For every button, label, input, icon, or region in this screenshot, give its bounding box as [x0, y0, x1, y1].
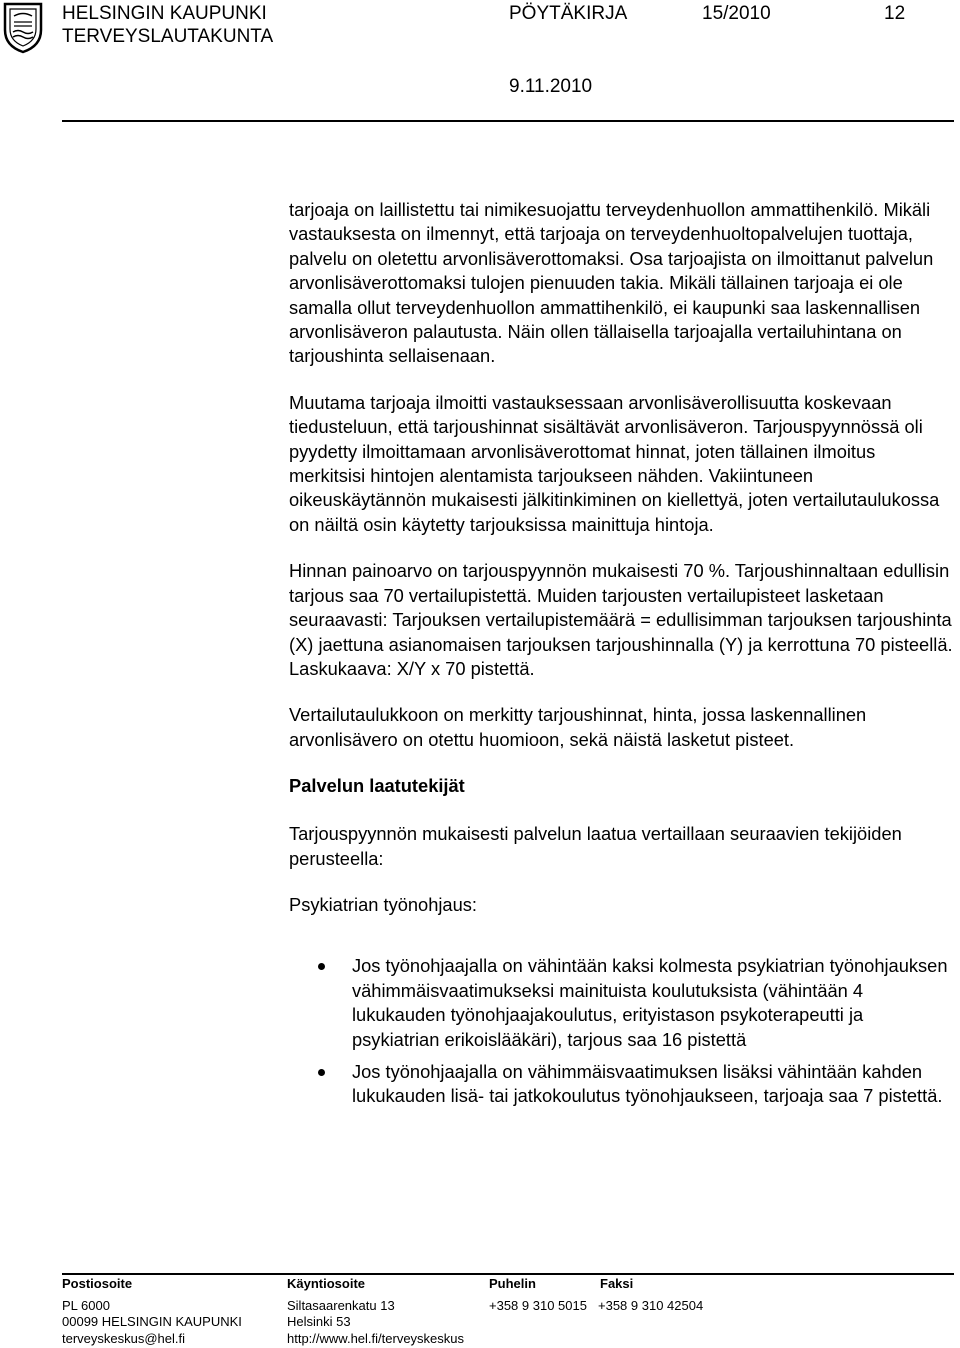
postal-heading: Postiosoite	[62, 1276, 133, 1291]
paragraph-quality-factors: Tarjouspyynnön mukaisesti palvelun laatua vertaillaan seuraavien tekijöiden perusteella:	[289, 823, 902, 869]
document-body	[289, 198, 955, 1117]
fax-number: +358 9 310 42504	[598, 1298, 704, 1313]
document-type: PÖYTÄKIRJA	[509, 3, 628, 24]
postal-line-1: PL 6000	[62, 1298, 110, 1313]
list-item-text: Jos työnohjaajalla on vähintään kaksi kolmesta psykiatrian työnohjauksen vähimmäisvaatimukseksi mainituista koulutuksista (vähintään 4 lukukauden työnohjaajakoulutus, erityistason psykoterapeutti ja psykiatrian erikoislääkäri), tarjous saa 16 pistettä	[352, 955, 948, 1050]
email-link[interactable]: terveyskeskus@hel.fi	[62, 1331, 186, 1346]
paragraph-price-weight: Hinnan painoarvo on tarjouspyynnön mukaisesti 70 %. Tarjoushinnaltaan edullisin tarjous saa 70 vertailupistettä. Muiden tarjousten vertailupisteet lasketaan seuraavasti: Tarjouksen vertailupistemäärä = edullisimman tarjouksen tarjoushinta (X) jaettuna asianomaisen tarjouksen tarjoushinnalla (Y) ja kerrottuna 70 pisteellä. Laskukaava: X/Y x 70 pistettä.	[289, 560, 953, 679]
header-rule	[62, 120, 954, 122]
postal-line-2: 00099 HELSINGIN KAUPUNKI	[62, 1314, 242, 1329]
fax-heading: Faksi	[600, 1276, 634, 1291]
meeting-date: 9.11.2010	[509, 76, 593, 97]
visit-heading: Käyntiosoite	[287, 1276, 366, 1291]
phone-number: +358 9 310 5015	[489, 1298, 587, 1313]
list-item	[289, 954, 955, 1052]
visit-line-1: Siltasaarenkatu 13	[287, 1298, 395, 1313]
website-link[interactable]: http://www.hel.fi/terveyskeskus	[287, 1331, 465, 1346]
subheading-supervision: Psykiatrian työnohjaus:	[289, 893, 477, 915]
list-item-text: Jos työnohjaajalla on vähimmäisvaatimuksen lisäksi vähintään kahden lukukauden lisä- tai jatkokoulutus työnohjaukseen, tarjoaja saa 7 pistettä.	[352, 1060, 943, 1107]
paragraph-vat-status: tarjoaja on laillistettu tai nimikesuojattu terveydenhuollon ammattihenkilö. Mikäli vastauksesta on ilmennyt, että tarjoaja on terveydenhuoltopalvelujen tuottaja, palvelu on oletettu arvonlisäverottomaksi. Osa tarjoajista on ilmoittanut palvelun arvonlisäverottomaksi tulojen pienuuden takia. Mikäli tällainen tarjoaja ei ole samalla ollut terveydenhuollon ammattihenkilö, ei kaupunki saa laskennallisen arvonlisäveron palautusta. Näin ollen tällaisella tarjoajalla vertailuhintana on tarjoushinta sellaisenaan.	[289, 199, 934, 367]
list-item	[289, 1060, 955, 1109]
org-name: HELSINGIN KAUPUNKI	[62, 3, 267, 24]
paragraph-vat-inquiry: Muutama tarjoaja ilmoitti vastauksessaan arvonlisäverollisuutta koskevaan tiedusteluun, että tarjoushinnat sisältävät arvonlisäveron. Tarjouspyynnössä oli pyydetty ilmoittamaan arvonlisäverottomat hinnat, joten tällainen ilmoitus merkitsisi hintojen alentamista tarjoukseen nähden. Vakiintuneen oikeuskäytännön mukaisesti jälkitinkiminen on kiellettyä, joten vertailutaulukossa on näiltä osin käytetty tarjouksissa mainittuja hintoja.	[289, 391, 940, 535]
bullet-icon	[318, 1069, 325, 1076]
org-department: TERVEYSLAUTAKUNTA	[62, 26, 274, 47]
document-number: 15/2010	[702, 3, 771, 24]
criteria-list	[289, 954, 955, 1108]
page-number: 12	[884, 3, 906, 24]
paragraph-comparison-table: Vertailutaulukkoon on merkitty tarjoushinnat, hinta, jossa laskennallinen arvonlisävero on otettu huomioon, sekä näistä lasketut pisteet.	[289, 704, 867, 750]
phone-heading: Puhelin	[489, 1276, 536, 1291]
visit-line-2: Helsinki 53	[287, 1314, 351, 1329]
section-heading: Palvelun laatutekijät	[289, 775, 465, 797]
helsinki-crest-logo	[2, 0, 44, 54]
bullet-icon	[318, 963, 325, 970]
